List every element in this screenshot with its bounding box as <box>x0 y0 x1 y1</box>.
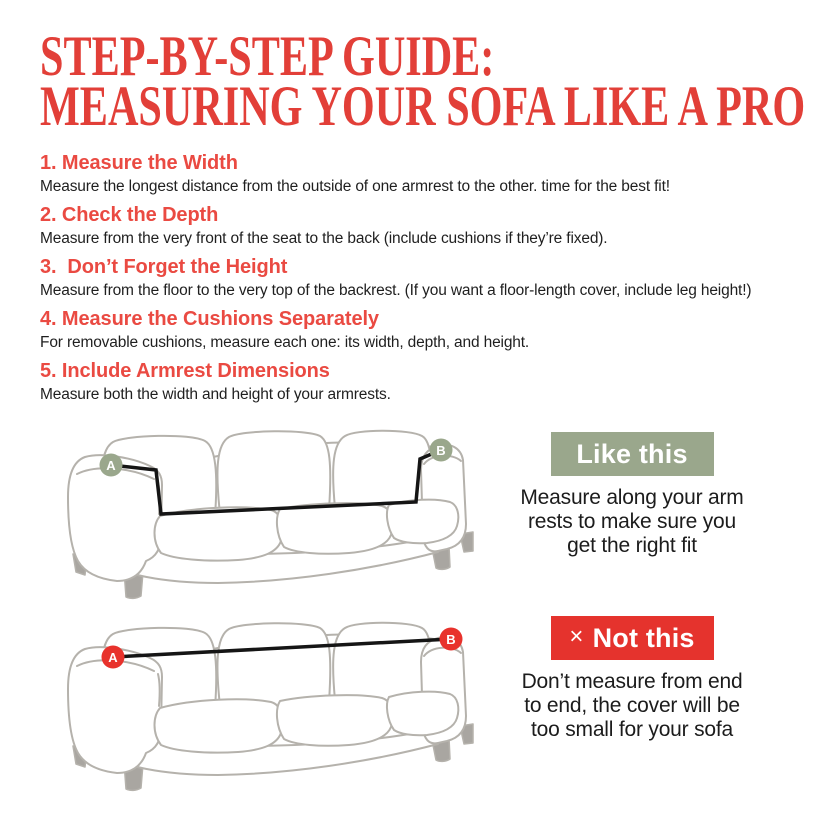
step-3 <box>40 256 783 300</box>
not-this-block <box>521 604 743 796</box>
step-5-body: Measure both the width and height of your armrests. <box>40 386 391 403</box>
step-3-heading: 3. Don’t Forget the Height <box>40 256 288 278</box>
step-1 <box>40 152 783 196</box>
marker-b <box>430 439 453 462</box>
step-2 <box>40 204 783 248</box>
like-caption-line-1: Measure along your arm <box>520 486 744 509</box>
correct-sofa-illustration <box>40 412 520 602</box>
like-this-badge <box>551 432 714 476</box>
page-title <box>40 25 806 138</box>
not-caption-line-2: to end, the cover will be <box>524 694 740 717</box>
demo-section <box>40 412 783 796</box>
not-this-caption <box>522 670 743 742</box>
not-this-badge <box>551 616 714 660</box>
step-4-heading: 4. Measure the Cushions Separately <box>40 308 379 330</box>
like-caption-line-2: rests to make sure you <box>527 510 737 533</box>
like-this-block <box>520 412 744 604</box>
step-5-heading: 5. Include Armrest Dimensions <box>40 360 330 382</box>
step-3-body: Measure from the floor to the very top of the backrest. (If you want a floor-length cover, include leg height!) <box>40 282 752 299</box>
step-1-body: Measure the longest distance from the outside of one armrest to the other. time for the best fit! <box>40 178 670 195</box>
like-this-badge-label: Like this <box>576 438 688 469</box>
marker-a-label: A <box>106 458 116 473</box>
step-4 <box>40 308 783 352</box>
steps-list <box>40 152 783 404</box>
step-1-heading: 1. Measure the Width <box>40 152 238 174</box>
marker-a-label: A <box>108 650 118 665</box>
sofa-line-art-correct <box>40 412 520 602</box>
not-caption-line-1: Don’t measure from end <box>521 670 743 693</box>
marker-a <box>100 454 123 477</box>
page-title-line-1: STEP-BY-STEP GUIDE: <box>40 25 495 88</box>
step-4-body: For removable cushions, measure each one: its width, depth, and height. <box>40 334 530 351</box>
step-2-body: Measure from the very front of the seat to the back (include cushions if they’re fixed). <box>40 230 608 247</box>
page-title-line-2: MEASURING YOUR SOFA LIKE A PRO <box>40 75 806 138</box>
sofa-line-art-wrong <box>40 604 520 794</box>
step-2-heading: 2. Check the Depth <box>40 204 219 226</box>
like-caption-line-3: get the right fit <box>567 534 697 557</box>
step-5 <box>40 360 783 404</box>
wrong-sofa-illustration <box>40 604 520 794</box>
marker-b-label: B <box>446 632 456 647</box>
like-this-caption <box>520 486 743 558</box>
x-icon: × <box>569 623 584 650</box>
marker-b-label: B <box>436 443 446 458</box>
marker-b <box>440 628 463 651</box>
not-this-badge-label: Not this <box>592 622 695 653</box>
not-caption-line-3: too small for your sofa <box>531 718 733 741</box>
marker-a <box>102 646 125 669</box>
